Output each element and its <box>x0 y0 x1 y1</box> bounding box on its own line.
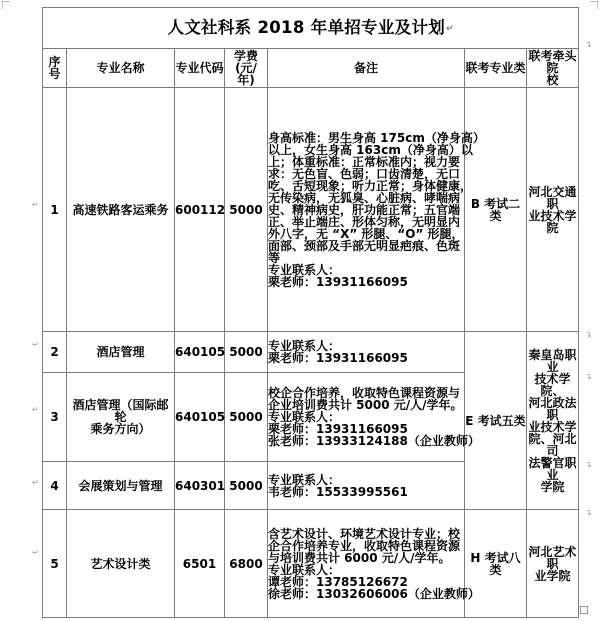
remark-line: 栗老师：13931166095 <box>268 422 408 436</box>
remark-line: 企合作培养专业，收取特色课程资源 <box>268 538 461 553</box>
margin-paragraph-mark: ↵ <box>32 340 39 349</box>
margin-paragraph-mark: ↴ <box>585 372 592 381</box>
cell-lead-college-5 <box>527 510 579 618</box>
table-row <box>43 332 579 373</box>
table-row <box>43 88 579 332</box>
margin-paragraph-mark: ↵ <box>32 200 39 209</box>
remark-line: 与培训费共计 6000 元/人/学年。 <box>268 550 451 565</box>
cell-index-3: 3 <box>43 373 67 462</box>
remark-line: 栗老师：13931166095 <box>268 274 408 289</box>
column-header-remarks: 备注 <box>268 49 465 88</box>
table-title-row <box>43 8 579 49</box>
column-header-index-line2: 号 <box>48 67 61 81</box>
lead-college-line: 业学院 <box>534 568 571 583</box>
cell-tuition-1: 5000 <box>225 88 268 332</box>
remark-line: 上；体重标准：正常标准内；视力要 <box>268 154 461 169</box>
table-header-row <box>43 49 579 88</box>
column-header-tuition <box>225 49 268 88</box>
remark-line: 谭老师：13785126672 <box>268 574 408 589</box>
page-corner-mark-top-right <box>590 1 598 9</box>
lead-college-line: 院、河北司 <box>528 431 577 458</box>
lead-college-line: 业技术学 <box>528 419 577 434</box>
cell-major-code-5: 6501 <box>175 510 225 618</box>
column-header-index <box>43 49 67 88</box>
table-row <box>43 510 579 618</box>
margin-paragraph-mark: ↴ <box>585 508 592 517</box>
cell-major-code-4: 640301 <box>175 462 225 510</box>
cell-exam-category-merged-2-4: E 考试五类 <box>465 332 527 510</box>
page-title: 人文社科系 2018 年单招专业及计划 <box>167 17 446 37</box>
margin-paragraph-mark: ↵ <box>32 548 39 557</box>
column-header-exam-category: 联考专业类 <box>465 49 527 88</box>
lead-college-line: 学院 <box>540 479 565 494</box>
remark-line: 求：无色盲、色弱；口齿清楚，无口 <box>268 166 461 181</box>
remark-line: 专业联系人： <box>268 562 341 577</box>
remark-line: 专业联系人： <box>268 262 341 277</box>
cell-major-code-3: 640105 <box>175 373 225 462</box>
margin-paragraph-mark: ↵ <box>32 405 39 414</box>
document-title-cell <box>43 8 579 49</box>
cell-major-name-2: 酒店管理 <box>67 332 175 373</box>
remark-line: 张老师：13933124188（企业教师） <box>268 434 480 448</box>
cell-index-1: 1 <box>43 88 67 332</box>
cell-tuition-2: 5000 <box>225 332 268 373</box>
lead-college-line: 技术学院、 <box>534 371 571 398</box>
cell-major-name-4: 会展策划与管理 <box>67 462 175 510</box>
remark-line: 正、举止端庄、形体匀称，无明显内 <box>268 214 461 229</box>
margin-paragraph-mark: ↴ <box>585 330 592 339</box>
margin-paragraph-mark: ↴ <box>585 40 592 49</box>
cell-remarks-3 <box>268 373 480 462</box>
lead-college-line: 业技术学院 <box>528 208 577 235</box>
cell-tuition-3: 5000 <box>225 373 268 462</box>
cell-tuition-5: 6800 <box>225 510 268 618</box>
cell-major-name-1: 高速铁路客运乘务 <box>67 88 175 332</box>
major-name-line: 酒店管理（国际邮轮 <box>72 398 169 424</box>
remark-line: 栗老师：13931166095 <box>268 351 408 365</box>
lead-college-line: 河北艺术职 <box>528 544 577 571</box>
column-header-lead-college-line2: 校 <box>546 73 559 87</box>
document-end-mark <box>580 606 588 614</box>
cell-remarks-4 <box>268 462 465 510</box>
cell-index-2: 2 <box>43 332 67 373</box>
column-header-lead-college-line1: 联考牵头院 <box>528 49 577 75</box>
remark-line: 无传染病，无狐臭、心脏病、哮喘病 <box>268 190 461 205</box>
cell-remarks-1 <box>268 88 485 332</box>
cell-index-5: 5 <box>43 510 67 618</box>
lead-college-line: 河北交通职 <box>528 184 577 211</box>
column-header-major-name: 专业名称 <box>67 49 175 88</box>
margin-paragraph-mark: ↵ <box>32 478 39 487</box>
pilcrow-mark: ↵ <box>446 23 454 34</box>
remark-line: 面部、颈部及手部无明显疤痕、色斑 <box>268 238 461 253</box>
major-name-line: 乘务方向） <box>90 422 151 436</box>
column-header-tuition-line2: 年) <box>237 73 255 87</box>
remark-line: 徐老师：13032606006（企业教师） <box>268 586 480 601</box>
cell-remarks-5 <box>268 510 480 618</box>
cell-remarks-2 <box>268 332 465 373</box>
cell-major-code-1: 600112 <box>175 88 225 332</box>
cell-lead-college-merged-2-4 <box>527 332 579 510</box>
remark-line: 吃、舌短现象；听力正常；身体健康， <box>268 178 473 193</box>
page-corner-mark-top-left <box>2 1 10 9</box>
remark-line: 身高标准：男生身高 175cm（净身高） <box>268 130 485 145</box>
remark-line: 专业联系人： <box>268 410 341 424</box>
remark-line: 韦老师：15533995561 <box>268 484 408 499</box>
column-header-major-code: 专业代码 <box>175 49 225 88</box>
margin-paragraph-mark: ↴ <box>585 460 592 469</box>
remark-line: 以上，女生身高 163cm（净身高）以 <box>268 142 473 157</box>
remark-line: 等 <box>268 250 281 265</box>
cell-exam-category-1: B 考试二类 <box>465 88 527 332</box>
remark-line: 含艺术设计、环境艺术设计专业；校 <box>268 526 461 541</box>
column-header-index-line1: 序 <box>48 55 61 69</box>
remark-line: 专业联系人： <box>268 472 341 487</box>
remark-line: 企业培训费共计 5000 元/人/学年。 <box>268 398 463 412</box>
cell-lead-college-1 <box>527 88 579 332</box>
cell-major-name-3 <box>67 373 175 462</box>
lead-college-line: 秦皇岛职业 <box>528 347 577 374</box>
cell-major-name-5: 艺术设计类 <box>67 510 175 618</box>
lead-college-line: 法警官职业 <box>528 455 577 482</box>
majors-plan-table <box>42 7 579 618</box>
cell-tuition-4: 5000 <box>225 462 268 510</box>
column-header-tuition-line1: 学费(元/ <box>233 49 258 75</box>
cell-index-4: 4 <box>43 462 67 510</box>
remark-line: 史、精神病史，肝功能正常；五官端 <box>268 202 461 217</box>
remark-line: 外八字，无 “X” 形腿、“O” 形腿， <box>268 226 464 241</box>
cell-major-code-2: 640105 <box>175 332 225 373</box>
remark-line: 专业联系人： <box>268 339 341 353</box>
remark-line: 校企合作培养，收取特色课程资源与 <box>268 386 461 400</box>
cell-exam-category-5: H 考试八类 <box>465 510 527 618</box>
lead-college-line: 河北政法职 <box>528 395 577 422</box>
column-header-lead-college <box>527 49 579 88</box>
